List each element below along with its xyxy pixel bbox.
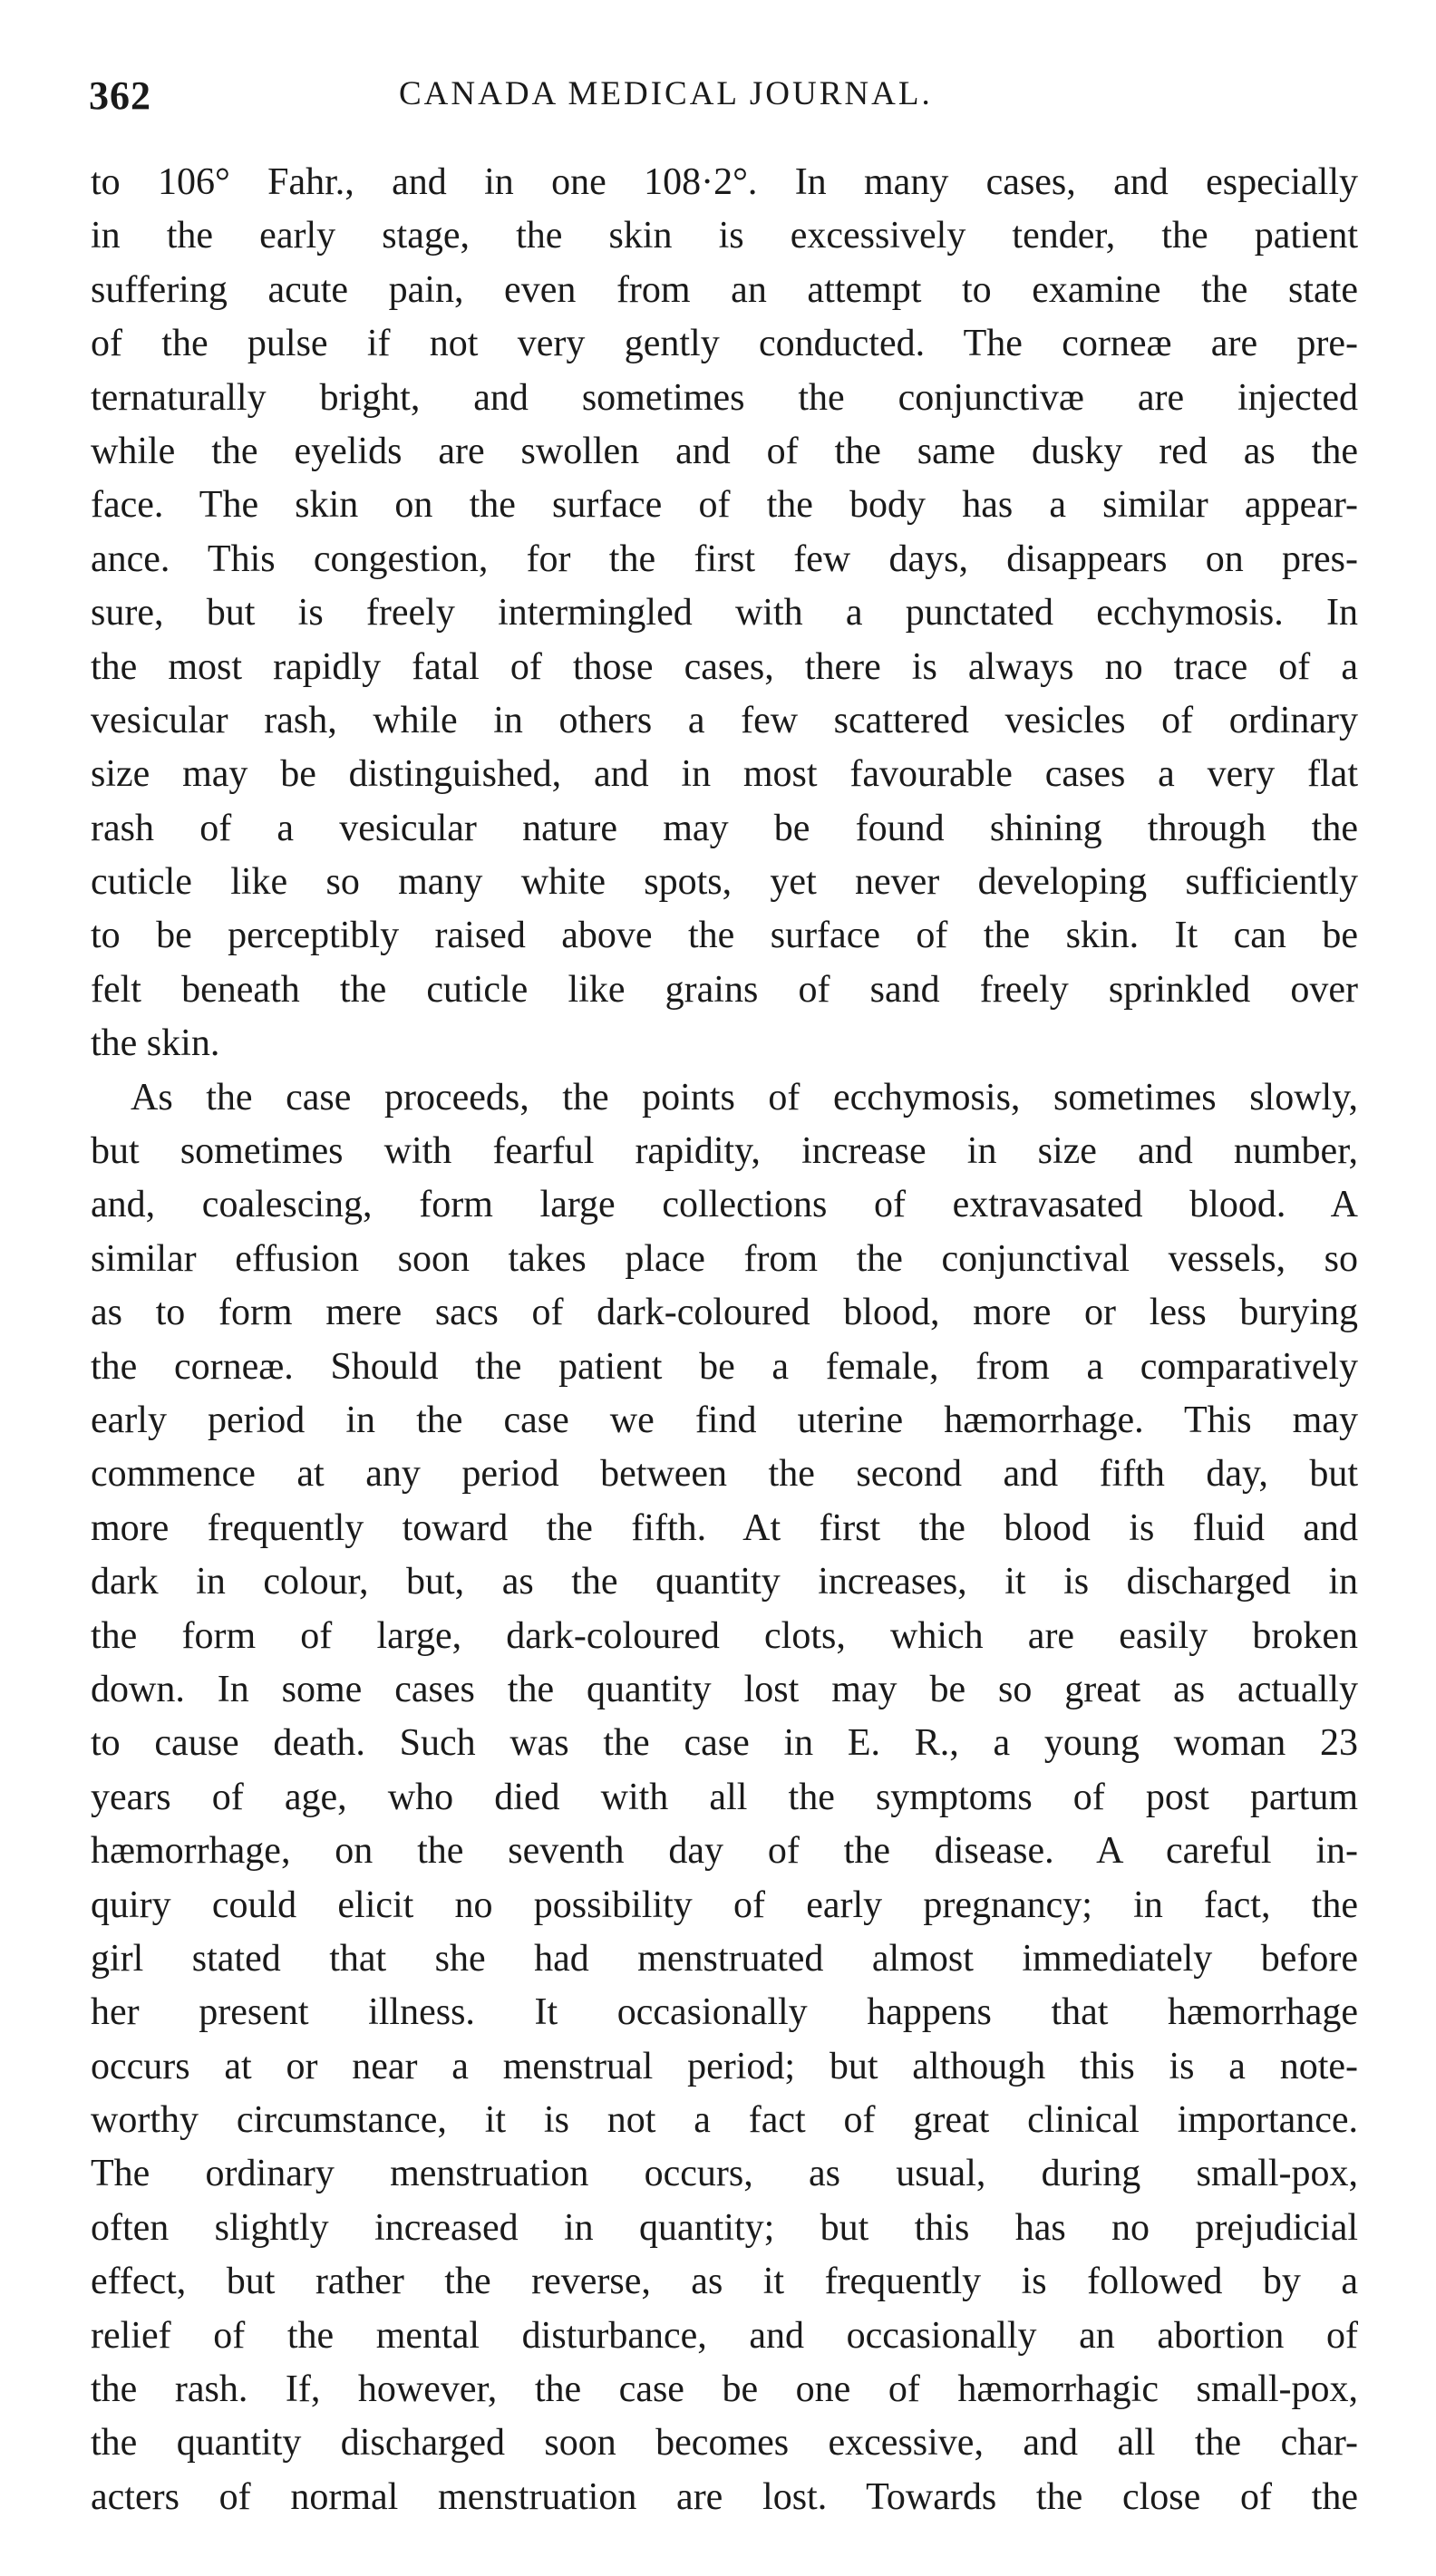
text-line: sure, but is freely intermingled with a punctated ecchymosis. In bbox=[91, 592, 1358, 634]
text-line: the most rapidly fatal of those cases, there is always no trace of a bbox=[91, 645, 1358, 688]
text-line: worthy circumstance, it is not a fact of great clinical importance. bbox=[91, 2099, 1358, 2142]
text-line: size may be distinguished, and in most favourable cases a very flat bbox=[91, 753, 1358, 796]
text-line: but sometimes with fearful rapidity, increase in size and number, bbox=[91, 1130, 1358, 1173]
page-number: 362 bbox=[89, 73, 151, 118]
text-line: as to form mere sacs of dark-coloured blood, more or less burying bbox=[91, 1292, 1358, 1334]
text-line: the skin. bbox=[91, 1022, 220, 1065]
text-line: more frequently toward the fifth. At first the blood is fluid and bbox=[91, 1506, 1358, 1549]
text-line: The ordinary menstruation occurs, as usual, during small-pox, bbox=[91, 2153, 1358, 2195]
text-line: felt beneath the cuticle like grains of sand freely sprinkled over bbox=[91, 968, 1358, 1011]
text-line: the rash. If, however, the case be one of hæmorrhagic small-pox, bbox=[91, 2368, 1358, 2411]
text-line: dark in colour, but, as the quantity increases, it is discharged in bbox=[91, 1561, 1358, 1603]
text-line: of the pulse if not very gently conducted. The corneæ are pre- bbox=[91, 323, 1358, 365]
running-head bbox=[89, 73, 1358, 127]
text-line: in the early stage, the skin is excessively tender, the patient bbox=[91, 215, 1358, 257]
text-line: face. The skin on the surface of the body has a similar appear- bbox=[91, 484, 1358, 527]
text-line: to 106° Fahr., and in one 108·2°. In many cases, and especially bbox=[91, 161, 1358, 203]
text-line: early period in the case we find uterine hæmorrhage. This may bbox=[91, 1399, 1358, 1441]
text-line: relief of the mental disturbance, and occasionally an abortion of bbox=[91, 2314, 1358, 2357]
text-line: suffering acute pain, even from an attempt to examine the state bbox=[91, 268, 1358, 311]
text-line: to cause death. Such was the case in E. R., a young woman 23 bbox=[91, 1722, 1358, 1765]
text-line: down. In some cases the quantity lost may be so great as actually bbox=[91, 1668, 1358, 1710]
text-line: while the eyelids are swollen and of the same dusky red as the bbox=[91, 430, 1358, 472]
text-line: years of age, who died with all the symptoms of post partum bbox=[91, 1776, 1358, 1818]
text-line: ternaturally bright, and sometimes the conjunctivæ are injected bbox=[91, 376, 1358, 419]
text-line: often slightly increased in quantity; but this has no prejudicial bbox=[91, 2206, 1358, 2249]
text-line: the form of large, dark-coloured clots, which are easily broken bbox=[91, 1614, 1358, 1657]
text-line: cuticle like so many white spots, yet never developing sufficiently bbox=[91, 861, 1358, 904]
text-line: her present illness. It occasionally happens that hæmorrhage bbox=[91, 1991, 1358, 2034]
journal-title: CANADA MEDICAL JOURNAL. bbox=[399, 75, 933, 112]
text-line: acters of normal menstruation are lost. Towards the close of the bbox=[91, 2475, 1358, 2518]
text-line: As the case proceeds, the points of ecchymosis, sometimes slowly, bbox=[131, 1076, 1358, 1119]
text-line: the quantity discharged soon becomes excessive, and all the char- bbox=[91, 2422, 1358, 2465]
text-line: the corneæ. Should the patient be a female, from a comparatively bbox=[91, 1345, 1358, 1388]
text-line: commence at any period between the second and fifth day, but bbox=[91, 1453, 1358, 1496]
text-line: and, coalescing, form large collections of extravasated blood. A bbox=[91, 1184, 1358, 1226]
text-line: vesicular rash, while in others a few scattered vesicles of ordinary bbox=[91, 699, 1358, 741]
text-line: to be perceptibly raised above the surface of the skin. It can be bbox=[91, 915, 1358, 957]
text-line: hæmorrhage, on the seventh day of the disease. A careful in- bbox=[91, 1830, 1358, 1873]
text-line: similar effusion soon takes place from the conjunctival vessels, so bbox=[91, 1237, 1358, 1280]
text-line: girl stated that she had menstruated almost immediately before bbox=[91, 1937, 1358, 1980]
text-line: quiry could elicit no possibility of early pregnancy; in fact, the bbox=[91, 1884, 1358, 1926]
article-body bbox=[91, 156, 1358, 2524]
text-line: effect, but rather the reverse, as it frequently is followed by a bbox=[91, 2261, 1358, 2303]
text-line: ance. This congestion, for the first few days, disappears on pres- bbox=[91, 537, 1358, 580]
text-line: rash of a vesicular nature may be found shining through the bbox=[91, 807, 1358, 849]
text-line: occurs at or near a menstrual period; but although this is a note- bbox=[91, 2045, 1358, 2087]
